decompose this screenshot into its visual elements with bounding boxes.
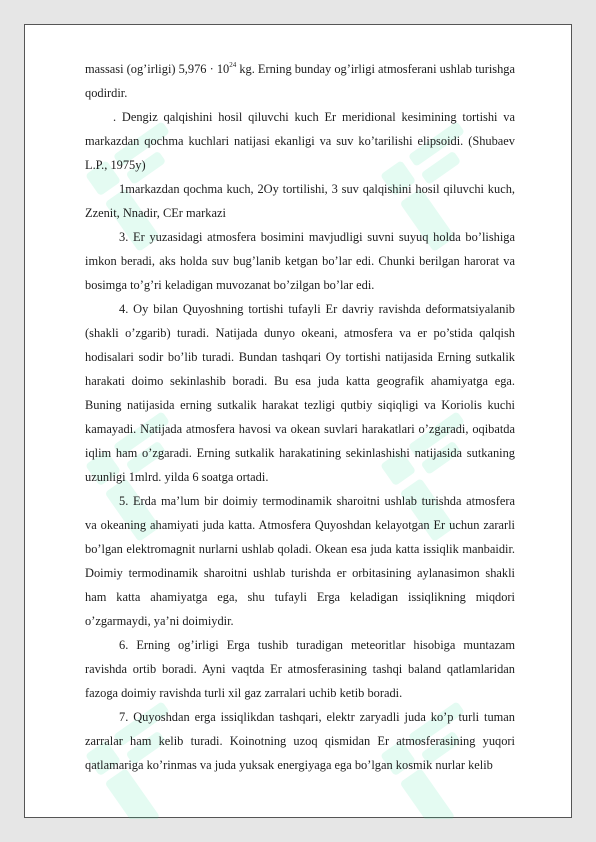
paragraph-text: kg. Erning bunday og’irligi atmosferani ushlab turishga qodirdir.	[85, 62, 515, 100]
document-page	[24, 24, 572, 818]
paragraph-3: 3. Er yuzasidagi atmosfera bosimini mavjudligi suvni suyuq holda bo’lishiga imkon beradi, aks holda suv bug’lanib ketgan bo’lar edi. Chunki berilgan harorat va bosimga to’g’ri keladigan muvozanat bo’zilgan bo’lar edi.	[85, 230, 515, 292]
exponent: 24	[229, 61, 237, 69]
paragraph-4: 4. Oy bilan Quyoshning tortishi tufayli Er davriy ravishda deformatsiyalanib (shakli o’zgarib) turadi. Natijada dunyo okeani, atmosfera va er po’stida qalqish hodisalari sodir bo’lib turadi. Bundan tashqari Oy tortishi natijasida Erning sutkalik harakati doimo sekinlashib boradi. Bu esa juda katta geografik ahamiyatga ega. Buning natijasida erning sutkalik harakat tezligi qutbiy siqiqligi va Koriolis kuchi kamayadi. Natijada atmosfera havosi va okean suvlari harakatlari o’zgaradi, oqibatda iqlim ham o’zgaradi. Erning sutkalik harakatining sekinlashishi natijasida sutkaning uzunligi 1mlrd. yilda 6 soatga ortadi.	[85, 302, 515, 484]
paragraph-tides: . Dengiz qalqishini hosil qiluvchi kuch Er meridional kesimining tortishi va markazdan qochma kuchlari natijasi ekanligi va suv ko’tarilishi elipsoidi. (Shubaev L.P., 1975y)	[85, 110, 515, 172]
body-text	[85, 57, 515, 777]
paragraph-text: massasi (og’irligi) 5,976 · 10	[85, 62, 230, 76]
paragraph-6: 6. Erning og’irligi Erga tushib turadigan meteoritlar hisobiga muntazam ravishda ortib boradi. Ayni vaqtda Er atmosferasining tashqi baland qatlamlaridan fazoga doimiy ravishda turli xil gaz zarralari uchib ketib boradi.	[85, 638, 515, 700]
paragraph-legend: 1markazdan qochma kuch, 2Oy tortilishi, 3 suv qalqishini hosil qiluvchi kuch, Zzenit, Nnadir, CEr markazi	[85, 182, 515, 220]
paragraph-5: 5. Erda ma’lum bir doimiy termodinamik sharoitni ushlab turishda atmosfera va okeaning ahamiyati juda katta. Atmosfera Quyoshdan kelayotgan Er uchun zararli bo’lgan elektromagnit nurlarni ushlab qoladi. Okean esa juda katta issiqlik manbaidir. Doimiy termodinamik sharoitni ushlab turishda er orbitasining aylanasimon shakli ham katta ahamiyatga ega, shu tufayli Erga keladigan issiqlikning miqdori o’zgarmaydi, ya’ni doimiydir.	[85, 494, 515, 628]
paragraph-7: 7. Quyoshdan erga issiqlikdan tashqari, elektr zaryadli juda ko’p turli tuman zarralar ham kelib turadi. Koinotning uzoq qismidan Er atmosferasining yuqori qatlamariga ko’rinmas va juda yuksak energiyaga ega bo’lgan kosmik nurlar kelib	[85, 710, 515, 772]
paragraph-mass	[85, 57, 515, 105]
